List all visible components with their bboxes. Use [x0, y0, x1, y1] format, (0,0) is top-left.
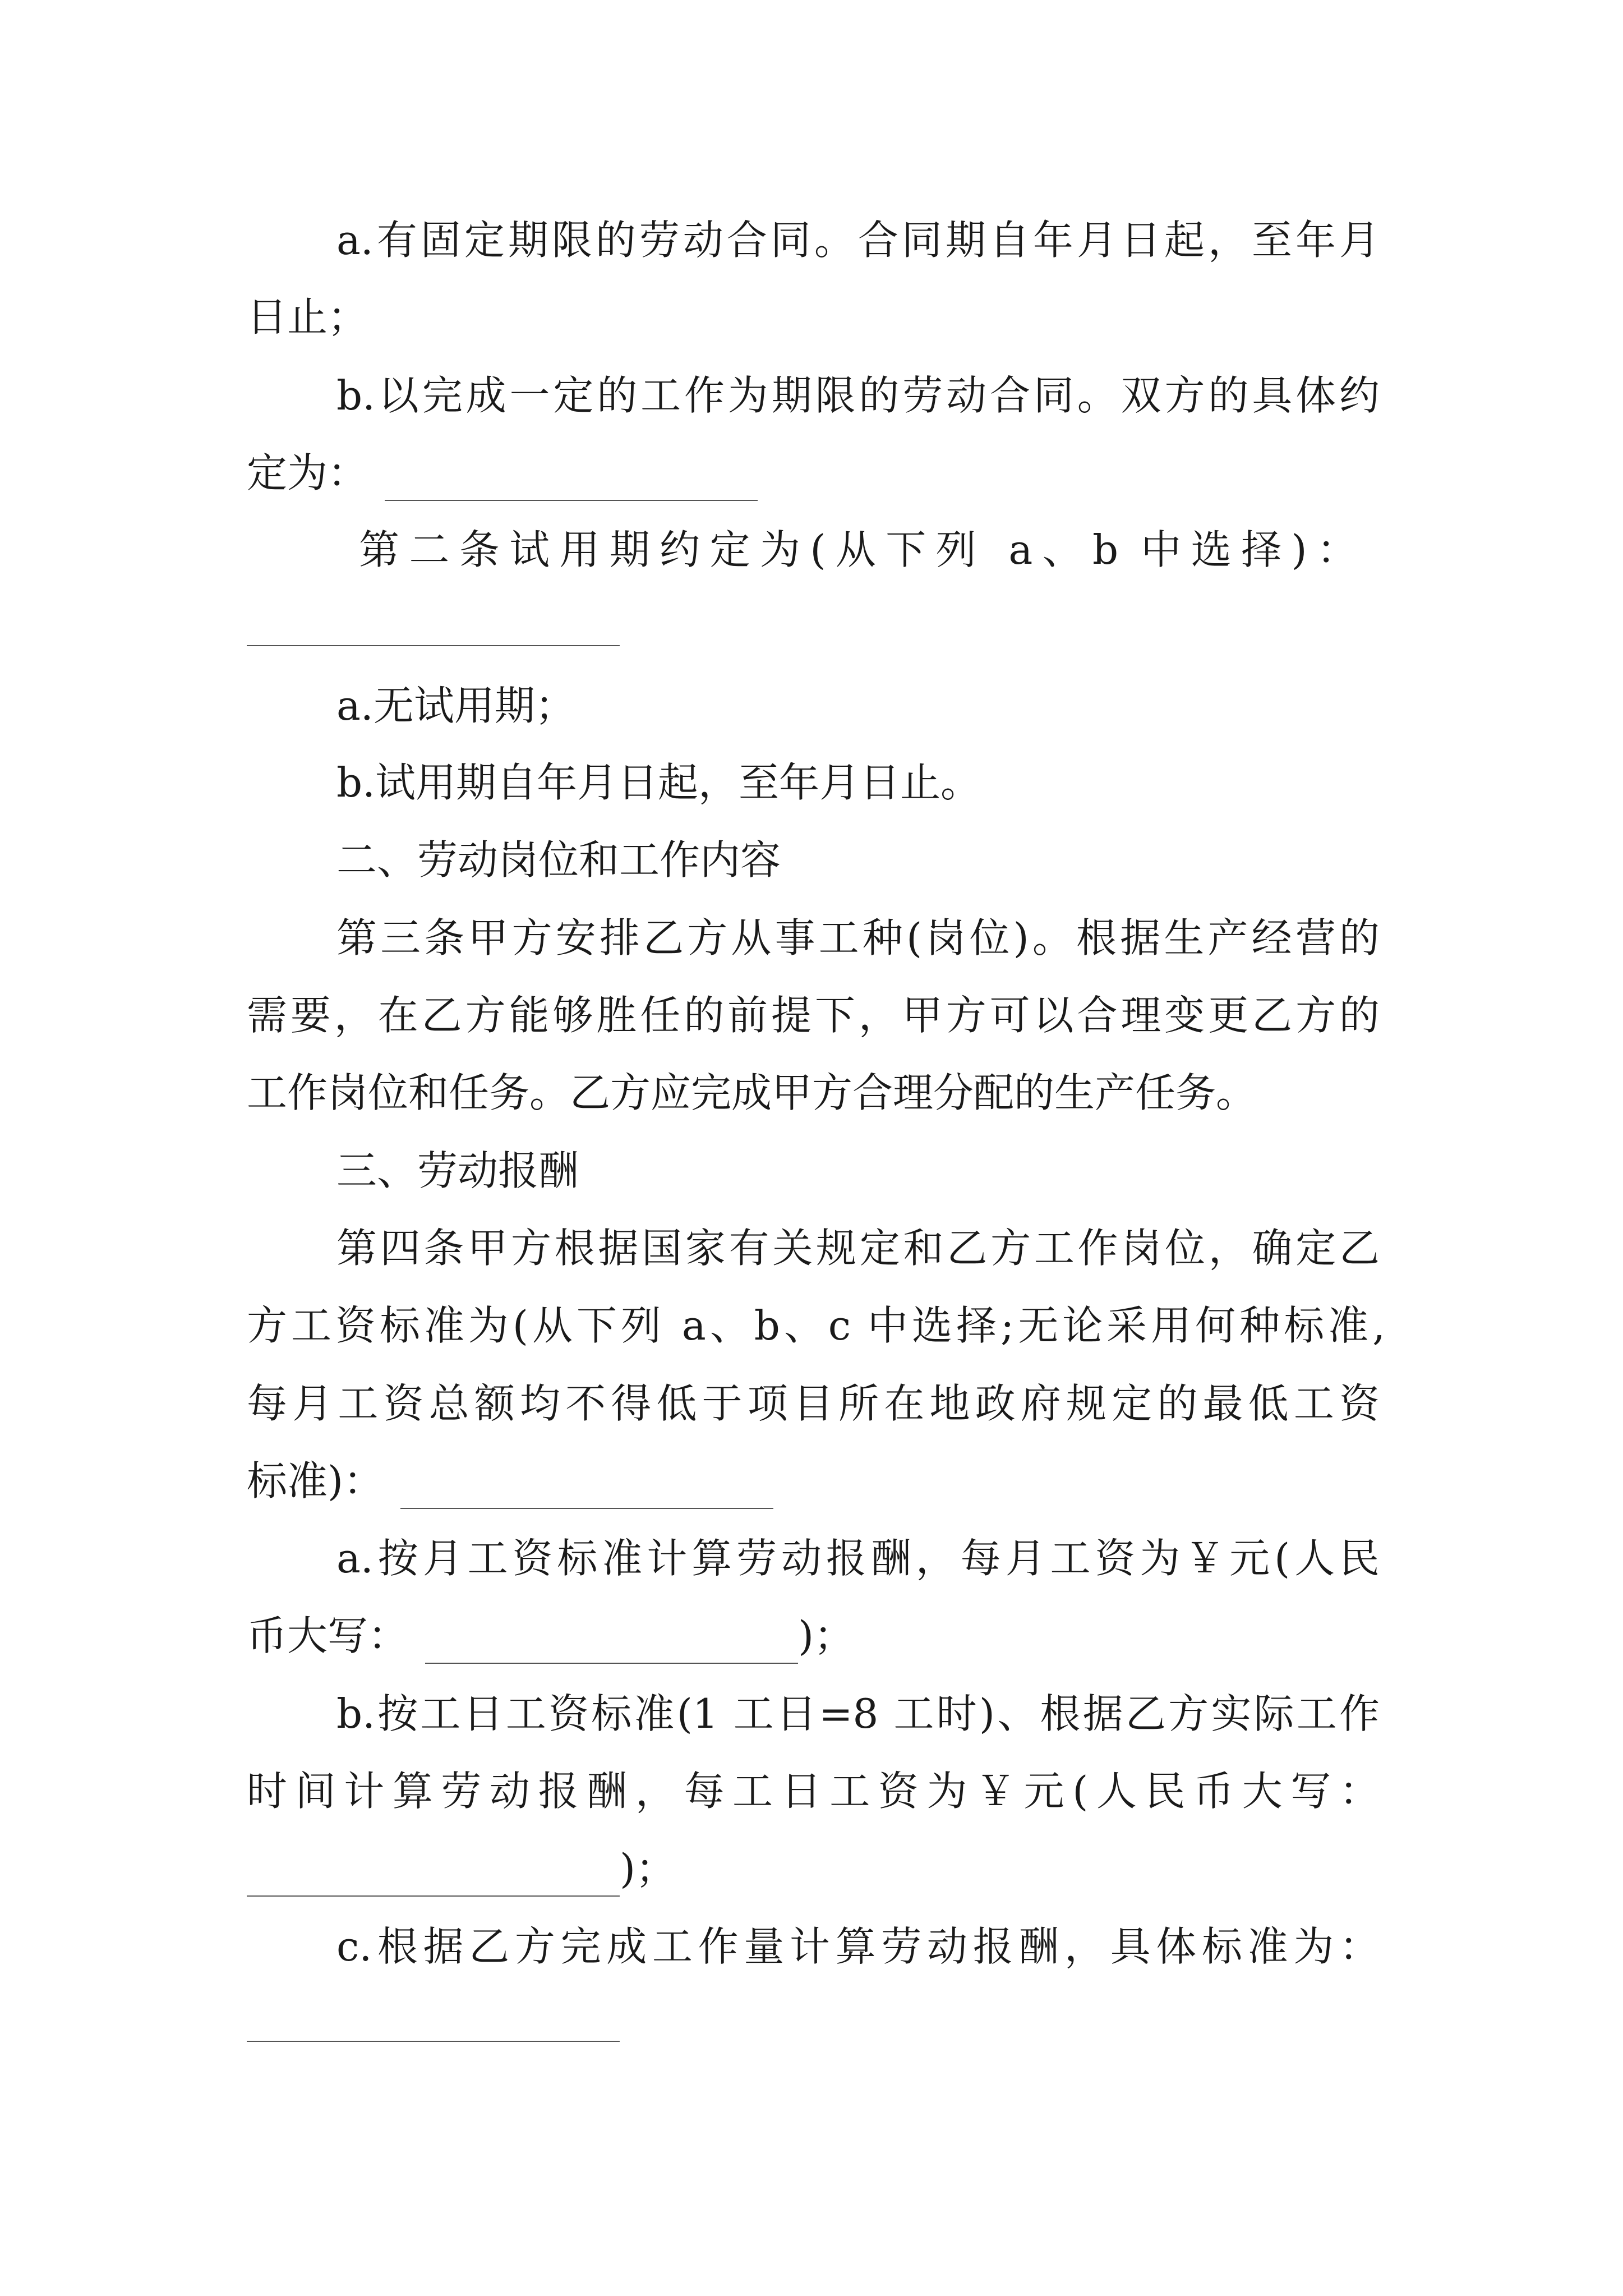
- section-heading: 二、劳动岗位和工作内容: [336, 836, 781, 884]
- text-line: 日止；: [247, 293, 368, 341]
- fill-in-blank[interactable]: [385, 458, 758, 501]
- text-line: b.按工日工资标准(1 工日=8 工时)、根据乙方实际工作: [336, 1690, 1380, 1737]
- fill-in-blank[interactable]: [247, 1854, 620, 1897]
- text-line: 时间计算劳动报酬，每工日工资为￥元(人民币大写：: [247, 1768, 1380, 1815]
- text-line: 方工资标准为(从下列 a、b、c 中选择;无论采用何种标准,: [247, 1302, 1385, 1349]
- text-line: 币大写： )；: [247, 1608, 854, 1664]
- text-line: b.试用期自年月日起，至年月日止。: [336, 759, 981, 806]
- text-line: a.无试用期；: [336, 682, 575, 729]
- text-line: 每月工资总额均不得低于项目所在地政府规定的最低工资: [247, 1380, 1380, 1427]
- text-line: 需要，在乙方能够胜任的前提下，甲方可以合理变更乙方的: [247, 992, 1380, 1039]
- text-line: 标准)：: [247, 1453, 773, 1509]
- text-line: 第三条甲方安排乙方从事工种(岗位)。根据生产经营的: [336, 914, 1380, 961]
- fill-in-blank[interactable]: [247, 645, 620, 646]
- text-line: b.以完成一定的工作为期限的劳动合同。双方的具体约: [336, 372, 1380, 419]
- fill-in-blank[interactable]: [247, 2041, 620, 2042]
- fill-in-blank[interactable]: [425, 1621, 798, 1664]
- text-line: c.根据乙方完成工作量计算劳动报酬，具体标准为：: [336, 1923, 1380, 1970]
- text-line: )；: [247, 1841, 676, 1897]
- text-line: 第二条试用期约定为(从下列 a、b 中选择)：: [359, 526, 1357, 573]
- text-line: 工作岗位和任务。乙方应完成甲方合理分配的生产任务。: [247, 1069, 1257, 1116]
- text-line: 定为：: [247, 445, 758, 501]
- text-line: a.有固定期限的劳动合同。合同期自年月日起，至年月: [336, 217, 1380, 264]
- text-line: 第四条甲方根据国家有关规定和乙方工作岗位，确定乙: [336, 1225, 1380, 1272]
- fill-in-blank[interactable]: [400, 1466, 773, 1509]
- section-heading: 三、劳动报酬: [336, 1147, 579, 1194]
- text-line: a.按月工资标准计算劳动报酬，每月工资为￥元(人民: [336, 1535, 1380, 1582]
